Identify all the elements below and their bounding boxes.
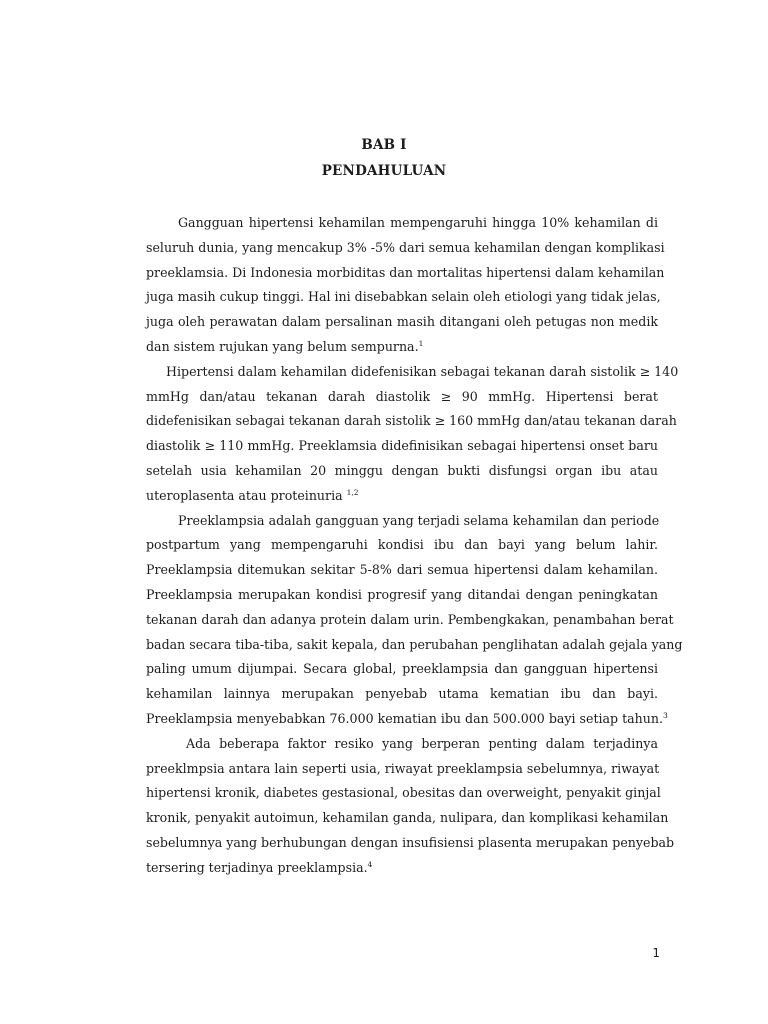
text-line: juga masih cukup tinggi. Hal ini disebabkan selain oleh etiologi yang tidak jelas,	[146, 289, 661, 305]
text-line: paling umum dijumpai. Secara global, preeklampsia dan gangguan hipertensi	[146, 661, 658, 677]
paragraph-2	[146, 360, 679, 509]
citation-ref: 1,2	[346, 487, 359, 497]
page-number: 1	[652, 946, 660, 960]
line-text: uteroplasenta atau proteinuria	[146, 487, 347, 503]
text-line: mmHg dan/atau tekanan darah diastolik ≥ 90 mmHg. Hipertensi berat	[146, 388, 658, 404]
text-line: juga oleh perawatan dalam persalinan masih ditangani oleh petugas non medik	[146, 314, 658, 330]
text-line: preeklamsia. Di Indonesia morbiditas dan mortalitas hipertensi dalam kehamilan	[146, 264, 665, 280]
line-text: Preeklampsia menyebabkan 76.000 kematian ibu dan 500.000 bayi setiap tahun.	[146, 710, 664, 726]
text-line: Ada beberapa faktor resiko yang berperan penting dalam terjadinya	[186, 735, 658, 751]
chapter-title: PENDAHULUAN	[321, 163, 447, 179]
text-line: Hipertensi dalam kehamilan didefenisikan sebagai tekanan darah sistolik ≥ 140	[166, 363, 679, 379]
text-line: seluruh dunia, yang mencakup 3% -5% dari semua kehamilan dengan komplikasi	[146, 239, 665, 255]
text-line: Preeklampsia merupakan kondisi progresif yang ditandai dengan peningkatan	[146, 586, 658, 602]
citation-ref: 4	[367, 859, 373, 869]
citation-ref: 1	[418, 338, 424, 348]
paragraph-1	[146, 211, 665, 360]
text-line: postpartum yang mempengaruhi kondisi ibu dan bayi yang belum lahir.	[146, 537, 658, 553]
text-line: Gangguan hipertensi kehamilan mempengaruhi hingga 10% kehamilan di	[178, 215, 658, 230]
citation-ref: 3	[663, 710, 668, 720]
text-line: badan secara tiba-tiba, sakit kepala, dan perubahan penglihatan adalah gejala yang	[146, 636, 683, 652]
line-text: tersering terjadinya preeklampsia.	[146, 859, 368, 875]
chapter-number: BAB I	[361, 137, 407, 153]
text-line: setelah usia kehamilan 20 minggu dengan bukti disfungsi organ ibu atau	[146, 462, 658, 478]
paragraph-3	[146, 509, 683, 732]
text-line: Preeklampsia adalah gangguan yang terjadi selama kehamilan dan periode	[178, 512, 660, 528]
text-line: kehamilan lainnya merupakan penyebab utama kematian ibu dan bayi.	[146, 686, 658, 702]
text-line: hipertensi kronik, diabetes gestasional, obesitas dan overweight, penyakit ginjal	[146, 785, 661, 801]
text-line	[146, 484, 658, 509]
text-line	[146, 707, 668, 732]
text-line: diastolik ≥ 110 mmHg. Preeklamsia didefinisikan sebagai hipertensi onset baru	[146, 438, 658, 454]
line-text: dan sistem rujukan yang belum sempurna.	[146, 338, 419, 354]
text-line: preeklmpsia antara lain seperti usia, riwayat preeklampsia sebelumnya, riwayat	[146, 760, 660, 776]
text-line	[146, 335, 658, 360]
text-line: sebelumnya yang berhubungan dengan insufisiensi plasenta merupakan penyebab	[146, 834, 675, 850]
text-line	[146, 856, 658, 881]
paragraph-4	[146, 732, 675, 881]
text-line: didefenisikan sebagai tekanan darah sistolik ≥ 160 mmHg dan/atau tekanan darah	[146, 413, 677, 429]
text-line: kronik, penyakit autoimun, kehamilan ganda, nulipara, dan komplikasi kehamilan	[146, 810, 669, 826]
body-text	[146, 211, 683, 881]
text-line: Preeklampsia ditemukan sekitar 5-8% dari semua hipertensi dalam kehamilan.	[146, 562, 658, 578]
text-line: tekanan darah dan adanya protein dalam urin. Pembengkakan, penambahan berat	[146, 611, 674, 627]
